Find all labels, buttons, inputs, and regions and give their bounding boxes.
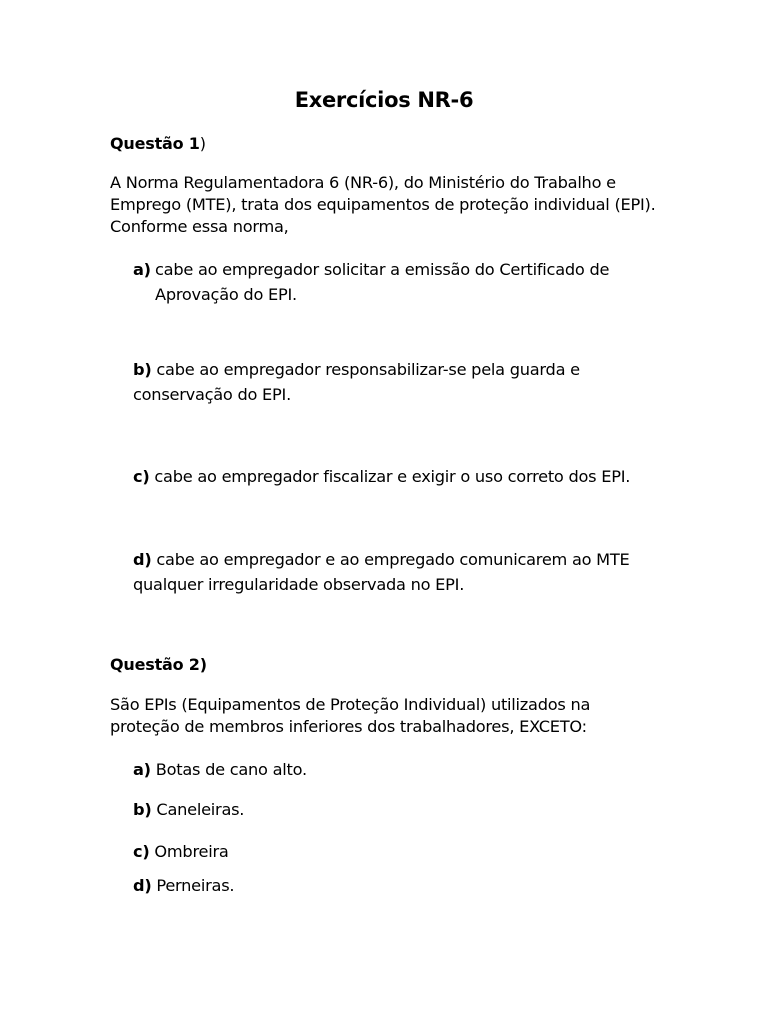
option-text: cabe ao empregador e ao empregado comunicarem ao MTE qualquer irregularidade observada no EPI. bbox=[133, 550, 630, 594]
question-2-option-d bbox=[133, 873, 673, 898]
document-title: Exercícios NR-6 bbox=[294, 88, 474, 112]
option-letter: b) bbox=[133, 800, 152, 819]
question-1-option-a bbox=[133, 257, 655, 307]
option-letter: c) bbox=[133, 842, 150, 861]
question-1-option-d bbox=[133, 547, 648, 597]
question-1-heading-label: Questão 1 bbox=[110, 134, 200, 153]
option-letter: a) bbox=[133, 260, 151, 279]
option-text: cabe ao empregador solicitar a emissão do Certificado de Aprovação do EPI. bbox=[155, 260, 610, 304]
option-letter: c) bbox=[133, 467, 150, 486]
option-letter: d) bbox=[133, 876, 152, 895]
question-2-option-b bbox=[133, 797, 673, 822]
question-1-statement: A Norma Regulamentadora 6 (NR-6), do Ministério do Trabalho e Emprego (MTE), trata dos equipamentos de proteção individual (EPI). Conforme essa norma, bbox=[110, 173, 656, 236]
option-text: Caneleiras. bbox=[156, 800, 245, 819]
option-letter: d) bbox=[133, 550, 152, 569]
option-text: Ombreira bbox=[154, 842, 229, 861]
option-letter: b) bbox=[133, 360, 152, 379]
question-2-option-c bbox=[133, 839, 673, 864]
question-1-heading-suffix: ) bbox=[199, 134, 206, 153]
option-text: Perneiras. bbox=[156, 876, 235, 895]
option-text: cabe ao empregador fiscalizar e exigir o uso correto dos EPI. bbox=[154, 467, 631, 486]
question-2-heading: Questão 2) bbox=[110, 655, 207, 674]
question-2-option-a bbox=[133, 757, 673, 782]
option-letter: a) bbox=[133, 760, 151, 779]
option-text: Botas de cano alto. bbox=[155, 760, 307, 779]
question-2-statement: São EPIs (Equipamentos de Proteção Individual) utilizados na proteção de membros inferiores dos trabalhadores, EXCETO: bbox=[110, 695, 591, 736]
question-1-option-b bbox=[133, 357, 603, 407]
question-1-heading bbox=[110, 134, 206, 153]
option-text: cabe ao empregador responsabilizar-se pela guarda e conservação do EPI. bbox=[133, 360, 580, 404]
question-1-option-c bbox=[133, 464, 673, 489]
